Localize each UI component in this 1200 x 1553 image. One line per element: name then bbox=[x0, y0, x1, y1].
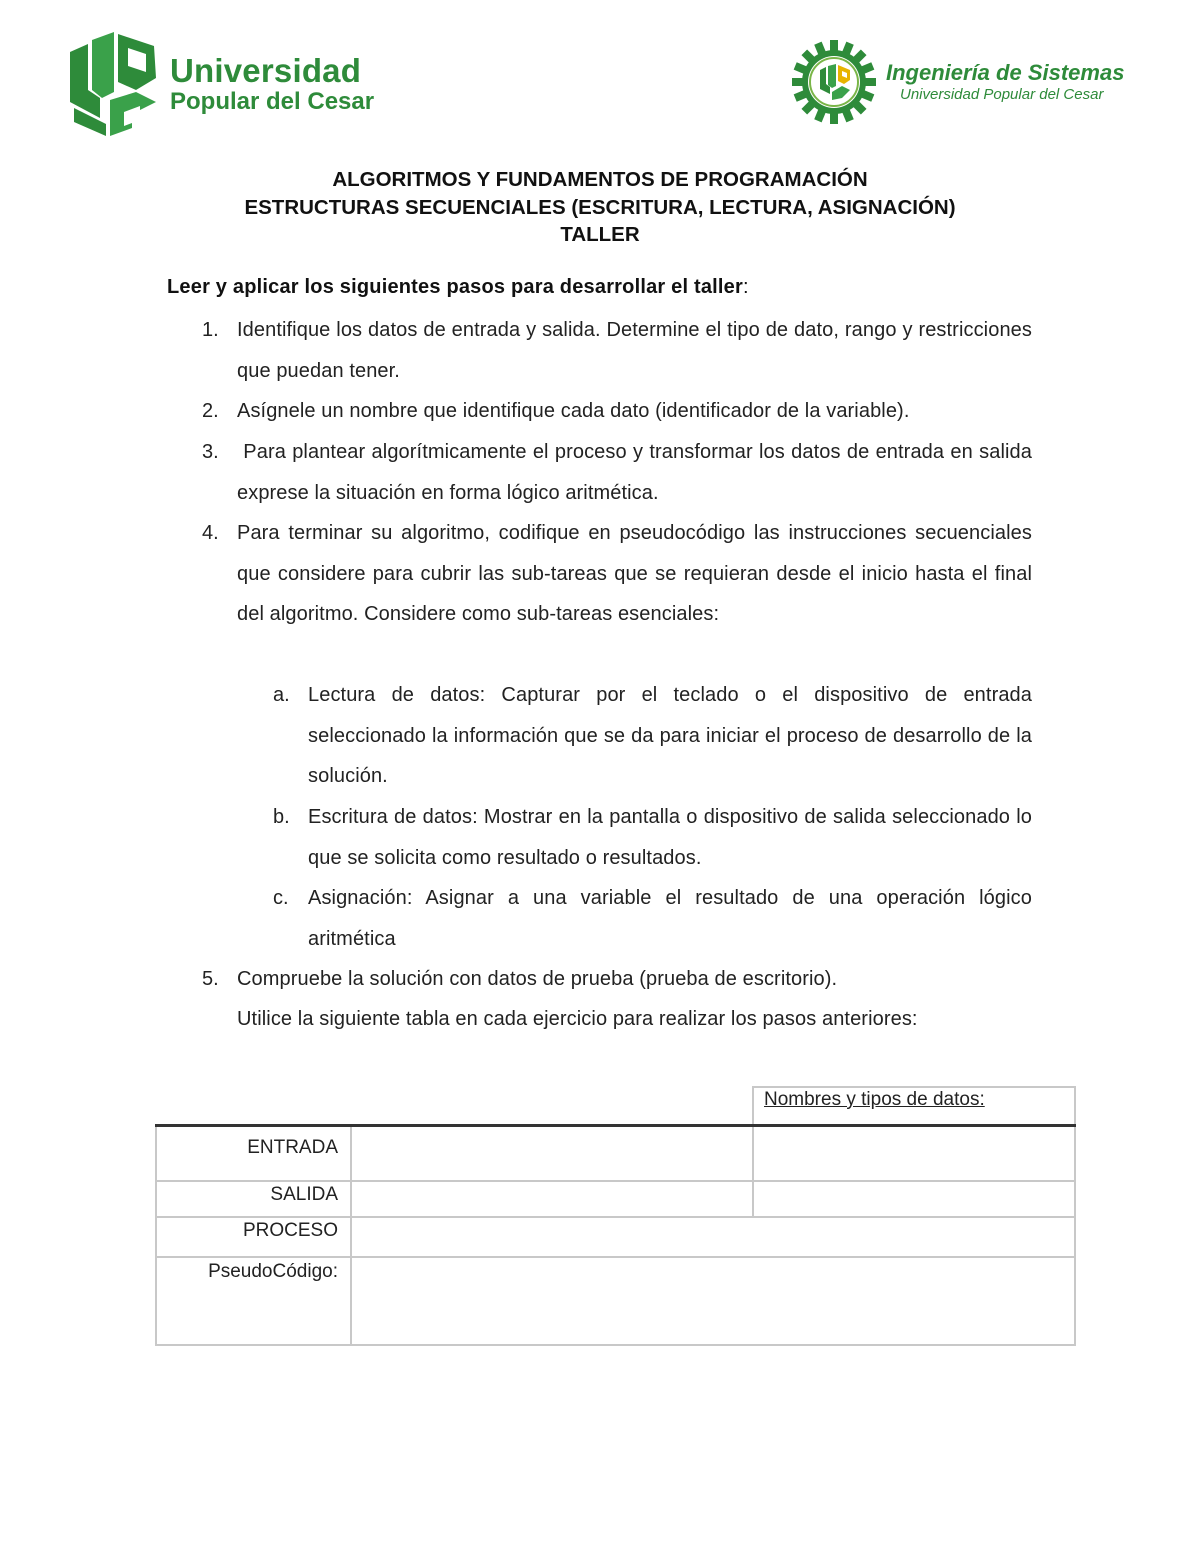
step-number: 2. bbox=[202, 400, 219, 422]
university-name-line2: Popular del Cesar bbox=[170, 88, 375, 115]
table-cell-types[interactable] bbox=[753, 1125, 1075, 1181]
department-name-line1: Ingeniería de Sistemas bbox=[886, 60, 1125, 85]
instructions-intro bbox=[167, 276, 749, 299]
upc-logo-icon bbox=[66, 32, 166, 136]
table-cell-types[interactable] bbox=[753, 1181, 1075, 1217]
department-name-line2: Universidad Popular del Cesar bbox=[900, 86, 1104, 103]
step-text: Para terminar su algoritmo, codifique en pseudocódigo las instrucciones secuenciales que considere para cubrir las sub-tareas que se requieran desde el inicio hasta el final del algoritmo. Considere como sub-tareas esenciales: bbox=[237, 522, 1032, 626]
table-header-row bbox=[156, 1087, 1075, 1125]
step-text: Compruebe la solución con datos de prueba (prueba de escritorio). bbox=[237, 968, 838, 990]
substep-letter: a. bbox=[273, 684, 290, 706]
document-type: TALLER bbox=[560, 223, 640, 246]
table-row bbox=[156, 1257, 1075, 1345]
table-row bbox=[156, 1181, 1075, 1217]
table-row-label: PROCESO bbox=[156, 1217, 351, 1257]
table-header-empty bbox=[156, 1087, 753, 1125]
step-note: Utilice la siguiente tabla en cada ejercicio para realizar los pasos anteriores: bbox=[237, 1008, 918, 1030]
table-header-label: Nombres y tipos de datos: bbox=[764, 1089, 985, 1110]
table-cell-input[interactable] bbox=[351, 1125, 753, 1181]
step-number: 4. bbox=[202, 522, 219, 544]
instructions-intro-bold: Leer y aplicar los siguientes pasos para desarrollar el taller bbox=[167, 276, 743, 298]
algorithm-template-table bbox=[155, 1086, 1076, 1346]
substep-letter: c. bbox=[273, 887, 289, 909]
table-row bbox=[156, 1217, 1075, 1257]
step-text: Asígnele un nombre que identifique cada dato (identificador de la variable). bbox=[237, 400, 910, 422]
step-text: Para plantear algorítmicamente el proceso y transformar los datos de entrada en salida exprese la situación en forma lógico aritmética. bbox=[237, 441, 1038, 504]
table-header-cell bbox=[753, 1087, 1075, 1125]
substep-text: Asignación: Asignar a una variable el resultado de una operación lógico aritmética bbox=[308, 887, 1032, 950]
table-row-label: ENTRADA bbox=[156, 1125, 351, 1181]
step-number: 5. bbox=[202, 968, 219, 990]
document-subtitle: ESTRUCTURAS SECUENCIALES (ESCRITURA, LECTURA, ASIGNACIÓN) bbox=[244, 195, 956, 219]
table-row-label: PseudoCódigo: bbox=[156, 1257, 351, 1345]
university-logo bbox=[66, 32, 376, 140]
table-cell-input[interactable] bbox=[351, 1181, 753, 1217]
substep-text: Escritura de datos: Mostrar en la pantalla o dispositivo de salida seleccionado lo que se solicita como resultado o resultados. bbox=[308, 806, 1032, 869]
engineering-gear-seal-icon bbox=[792, 40, 876, 124]
substep-letter: b. bbox=[273, 806, 290, 828]
step-number: 1. bbox=[202, 319, 219, 341]
table-row-label: SALIDA bbox=[156, 1181, 351, 1217]
substep-text: Lectura de datos: Capturar por el teclado o el dispositivo de entrada seleccionado la información que se da para iniciar el proceso de desarrollo de la solución. bbox=[308, 684, 1032, 788]
table-cell-pseudocode[interactable] bbox=[351, 1257, 1075, 1345]
table-cell-process[interactable] bbox=[351, 1217, 1075, 1257]
university-name-line1: Universidad bbox=[170, 52, 362, 89]
document-title-block bbox=[0, 166, 1200, 249]
step-number: 3. bbox=[202, 441, 219, 463]
instructions-intro-colon: : bbox=[743, 276, 749, 298]
department-logo bbox=[792, 40, 1125, 124]
document-title: ALGORITMOS Y FUNDAMENTOS DE PROGRAMACIÓN bbox=[332, 168, 868, 191]
step-text: Identifique los datos de entrada y salida. Determine el tipo de dato, rango y restricciones que puedan tener. bbox=[237, 319, 1032, 382]
table-row bbox=[156, 1125, 1075, 1181]
